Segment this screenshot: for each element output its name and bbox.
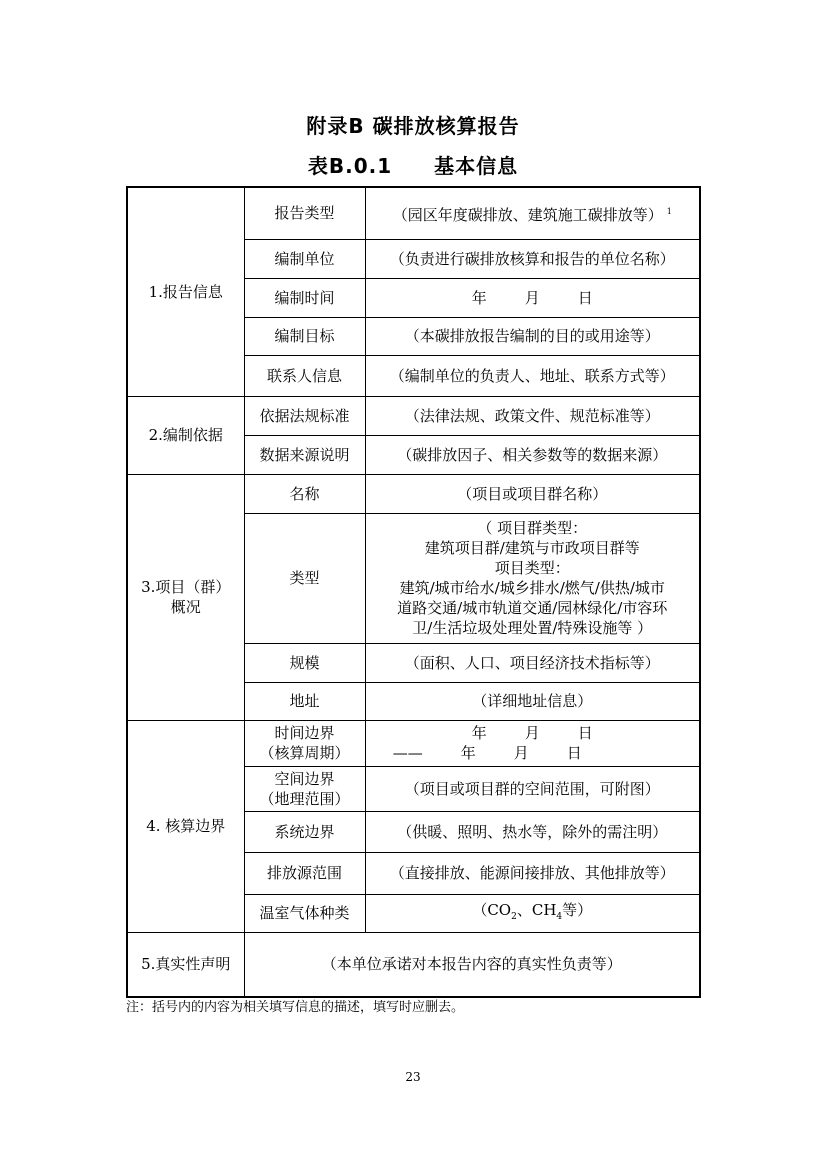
field-label: 编制单位 [244, 239, 365, 278]
table-row [127, 474, 700, 513]
field-value [365, 187, 700, 239]
appendix-title: 附录B 碳排放核算报告 [306, 114, 520, 138]
desc-line: （ 项目群类型： [477, 519, 588, 537]
field-label: 系统边界 [244, 811, 365, 852]
section-label-line: 3.项目（群） [141, 578, 231, 596]
desc-line: 建筑项目群/建筑与市政项目群等 [424, 539, 640, 557]
field-label: 编制目标 [244, 317, 365, 355]
day-label: 日 [577, 288, 593, 307]
field-value: （供暖、照明、热水等，除外的需注明） [365, 811, 700, 852]
field-label: 数据来源说明 [244, 435, 365, 474]
year-label: 年 [471, 724, 487, 742]
field-label [244, 766, 365, 811]
field-value: （直接排放、能源间接排放、其他排放等） [365, 852, 700, 894]
desc-line: 卫/生活垃圾处理处置/特殊设施等 ） [412, 619, 653, 637]
field-label [244, 720, 365, 766]
period-value [365, 720, 700, 766]
month-label: 月 [524, 724, 540, 742]
month-label: 月 [513, 744, 529, 762]
section-label-basis: 2.编制依据 [127, 396, 244, 474]
table-row [127, 720, 700, 766]
day-label: 日 [566, 744, 582, 762]
date-value [365, 278, 700, 317]
table-title: 表B.0.1 基本信息 [307, 154, 519, 178]
section-label-line: 概况 [170, 598, 201, 616]
ghg-text: 等） [562, 900, 593, 919]
report-type-desc: （园区年度碳排放、建筑施工碳排放等） [392, 205, 663, 224]
field-label-line: （地理范围） [259, 789, 350, 808]
field-label-line: 空间边界 [274, 769, 335, 788]
field-label: 依据法规标准 [244, 396, 365, 435]
field-label: 温室气体种类 [244, 894, 365, 932]
ghg-text: 、CH [516, 900, 557, 919]
footnote-marker: 1 [666, 206, 672, 216]
field-value: （本单位承诺对本报告内容的真实性负责等） [244, 932, 700, 997]
field-value: （法律法规、政策文件、规范标准等） [365, 396, 700, 435]
field-label-line: （核算周期） [259, 744, 350, 762]
field-value: （本碳排放报告编制的目的或用途等） [365, 317, 700, 355]
field-label-line: 时间边界 [274, 724, 335, 742]
field-label: 名称 [244, 474, 365, 513]
field-label: 联系人信息 [244, 355, 365, 396]
field-label: 排放源范围 [244, 852, 365, 894]
section-label-report-info: 1.报告信息 [127, 187, 244, 396]
section-label-project-overview [127, 474, 244, 720]
desc-line: 项目类型： [494, 559, 570, 577]
field-value: （详细地址信息） [365, 682, 700, 720]
field-label: 类型 [244, 513, 365, 643]
project-type-desc [365, 513, 700, 643]
subscript: 2 [511, 911, 517, 922]
subscript: 4 [556, 911, 563, 922]
table-row [127, 932, 700, 997]
year-label: 年 [460, 744, 476, 762]
page-number: 23 [405, 1070, 421, 1084]
table-note: 注：括号内的内容为相关填写信息的描述，填写时应删去。 [126, 1000, 465, 1015]
field-label: 地址 [244, 682, 365, 720]
desc-line: 建筑/城市给水/城乡排水/燃气/供热/城市 [399, 579, 665, 597]
field-value: （项目或项目群名称） [365, 474, 700, 513]
range-dash: —— [392, 744, 423, 762]
field-value: （编制单位的负责人、地址、联系方式等） [365, 355, 700, 396]
field-label: 报告类型 [244, 187, 365, 239]
field-label: 编制时间 [244, 278, 365, 317]
year-label: 年 [471, 288, 487, 307]
field-label: 规模 [244, 643, 365, 682]
day-label: 日 [577, 724, 593, 742]
field-value: （面积、人口、项目经济技术指标等） [365, 643, 700, 682]
table-row [127, 396, 700, 435]
ghg-types-value [365, 894, 700, 932]
section-label-accounting-boundary: 4. 核算边界 [127, 720, 244, 932]
ghg-text: （CO [472, 900, 512, 919]
section-label-authenticity: 5.真实性声明 [127, 932, 244, 997]
desc-line: 道路交通/城市轨道交通/园林绿化/市容环 [397, 599, 668, 617]
field-value: （碳排放因子、相关参数等的数据来源） [365, 435, 700, 474]
field-value: （项目或项目群的空间范围，可附图） [365, 766, 700, 811]
month-label: 月 [524, 288, 540, 307]
basic-info-table [126, 186, 701, 998]
field-value: （负责进行碳排放核算和报告的单位名称） [365, 239, 700, 278]
table-row [127, 187, 700, 239]
